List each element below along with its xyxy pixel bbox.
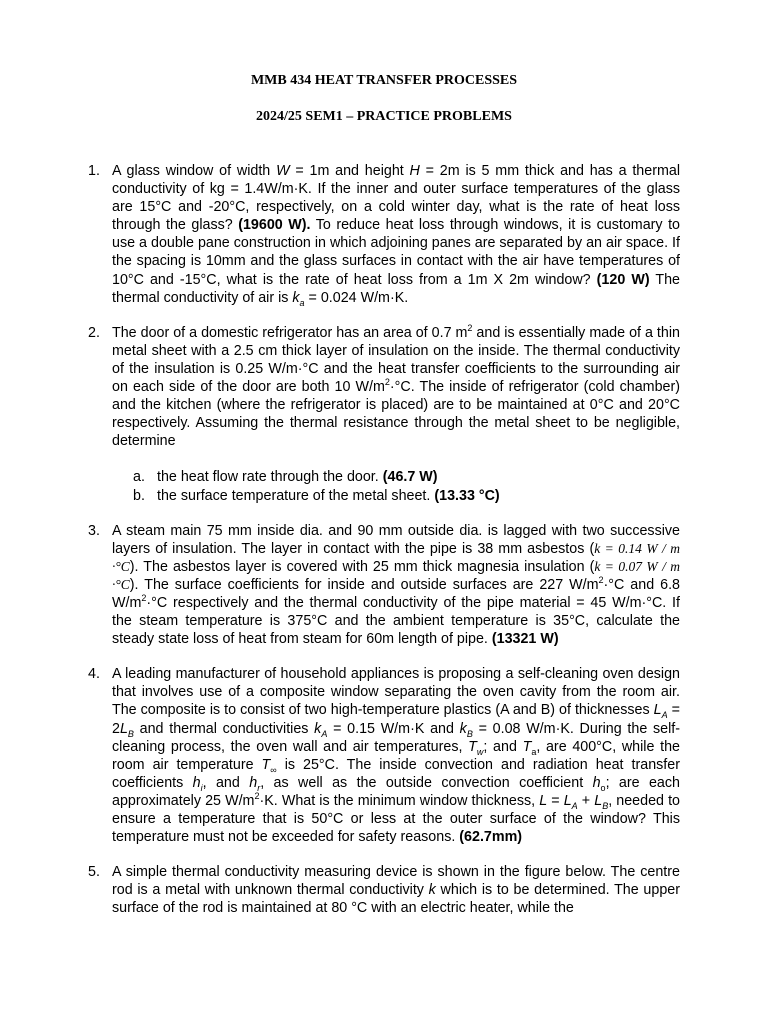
problem-number: 4.	[88, 666, 100, 683]
problem-number: 2.	[88, 324, 100, 341]
problem-number: 5.	[88, 864, 100, 881]
problem-2	[88, 324, 680, 505]
problem-text: The door of a domestic refrigerator has an area of 0.7 $m^2$ and is essentially made of a thin metal sheet with a 2.5 cm thick layer of insulation on the inside. The thermal conductivity of the insulation is 0.25 W/m·°C and the heat transfer coefficients to the surrounding air on each side of the door are both 10 $W/m^2\cdot^\circ C$. The inside of refrigerator (cold chamber) and the kitchen (where the refrigerator is placed) are to be maintained at 0°C and 20°C respectively. Assuming the thermal resistance through the metal sheet to be negligible, determine	[112, 322, 681, 450]
problem-5	[88, 863, 680, 917]
practice-problems-heading: 2024/25 SEM1 – PRACTICE PROBLEMS	[256, 109, 512, 124]
problem-number: 1.	[88, 163, 100, 179]
sub-question-a: a. the heat flow rate through the door. (46.7 W)	[133, 469, 438, 486]
answer: (120 W)	[596, 271, 650, 288]
course-title: MMB 434 HEAT TRANSFER PROCESSES	[250, 73, 518, 88]
problem-3	[88, 522, 680, 649]
sub-question-b: b. the surface temperature of the metal sheet. (13.33 °C)	[133, 487, 500, 504]
problem-4	[88, 665, 680, 846]
answer: (13.33 °C)	[434, 487, 500, 504]
problem-text: A simple thermal conductivity measuring device is shown in the figure below. The centre rod is a metal with unknown thermal conductivity k which is to be determined. The upper surface of the rod is maintained at 80 °C with an electric heater, while the	[112, 864, 680, 917]
answer: (13321 W)	[491, 631, 559, 648]
problem-1	[88, 162, 680, 307]
problem-list	[88, 162, 680, 934]
problem-text: A leading manufacturer of household appliances is proposing a self-cleaning oven design that involves use of a composite window separating the oven cavity from the room air. The composite is to consist of two high-temperature plastics (A and B) of thicknesses $L_A = 2L_B$ and thermal conductivities $k_A = 0.15$ W/m·K and $k_B = 0.08$ W/m·K. During the self-cleaning process, the oven wall and air temperatures, $T_w$; and $T_a$, are 400°C, while the room air temperature $T_\infty$ is 25°C. The inside convection and radiation heat transfer coefficients $h_i$, and $h_r$, as well as the outside convection coefficient $h_o$; are each approximately 25 $W/m^2\cdot K$. What is the minimum window thickness, $L = L_A + L_B$, needed to ensure a temperature that is 50°C or less at the outer surface of the window? This temperature must not be exceeded for safety reasons. (62.7mm)	[112, 666, 681, 846]
answer: (19600 W).	[238, 217, 311, 234]
asbestos-conductivity: k = 0.14 W / m ·°C	[112, 540, 680, 574]
problem-number: 3.	[88, 522, 100, 539]
magnesia-conductivity: k = 0.07 W / m ·°C	[112, 558, 680, 592]
sub-question-list	[112, 468, 680, 504]
problem-text: A steam main 75 mm inside dia. and 90 mm outside dia. is lagged with two successive layers of insulation. The layer in contact with the pipe is 38 mm asbestos (k = 0.14 W / m ·°C). The asbestos layer is covered with 25 mm thick magnesia insulation (k = 0.07 W / m ·°C). The surface coefficients for inside and outside surfaces are 227 $W/m^2\cdot^\circ C$ and 6.8 $W/m^2\cdot^\circ C$ respectively and the thermal conductivity of the pipe material = 45 W/m·°C. If the steam temperature is 375°C and the ambient temperature is 35°C, calculate the steady state loss of heat from steam for 60m length of pipe. (13321 W)	[112, 522, 680, 648]
problem-text: A glass window of width W = 1m and height H = 2m is 5 mm thick and has a thermal conductivity of kg = 1.4W/m·K. If the inner and outer surface temperatures of the glass are 15°C and -20°C, respectively, on a cold winter day, what is the rate of heat loss through the glass? (19600 W). To reduce heat loss through windows, it is customary to use a double pane construction in which adjoining panes are separated by an air space. If the spacing is 10mm and the glass surfaces in contact with the air have temperatures of 10°C and -15°C, what is the rate of heat loss from a 1m X 2m window? (120 W) The thermal conductivity of air is $k_a = 0.024$ W/m·K.	[112, 163, 681, 308]
answer: (46.7 W)	[382, 469, 438, 486]
answer: (62.7mm)	[459, 829, 523, 846]
